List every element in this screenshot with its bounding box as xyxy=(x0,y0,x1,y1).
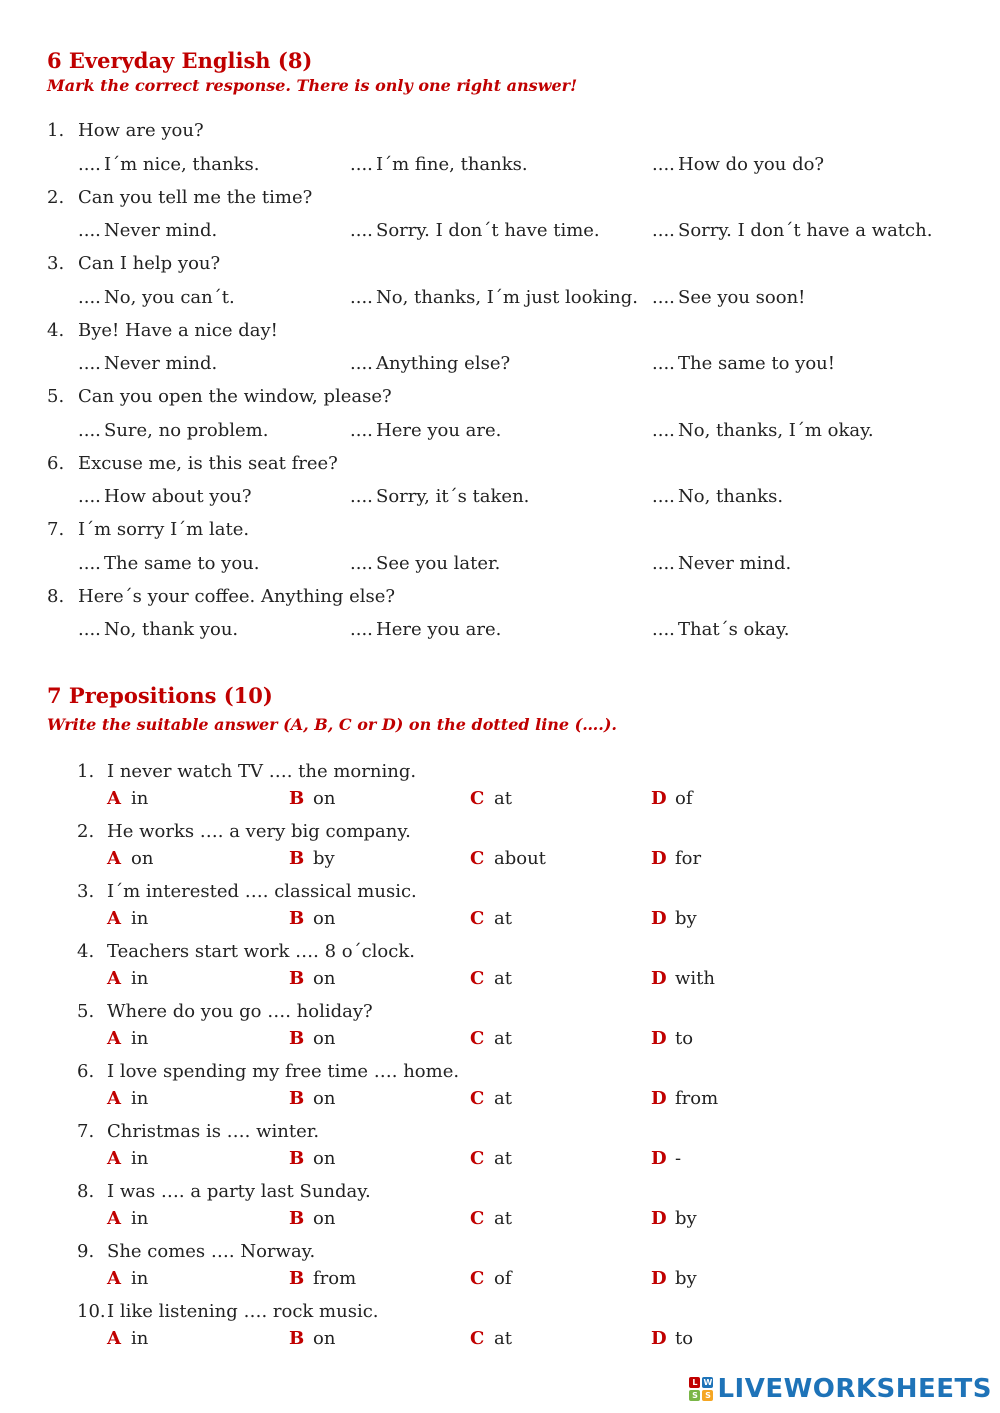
answer-dotted-line[interactable]: .... xyxy=(78,486,101,507)
question-text: Where do you go …. holiday? xyxy=(107,1001,373,1022)
logo-tile: S xyxy=(689,1390,700,1401)
option-letter: C xyxy=(470,1148,485,1169)
option-letter: B xyxy=(289,1148,305,1169)
option-word: on xyxy=(313,1328,336,1349)
response-option: That´s okay. xyxy=(678,619,790,640)
question-text: Excuse me, is this seat free? xyxy=(78,452,338,474)
question-text: She comes …. Norway. xyxy=(107,1241,316,1262)
options-row xyxy=(0,1086,1000,1114)
option-letter: A xyxy=(107,1268,121,1289)
response-option: Anything else? xyxy=(376,353,511,374)
question-number: 8. xyxy=(77,1181,95,1202)
option-word: at xyxy=(494,1028,512,1049)
option-letter: D xyxy=(651,908,667,929)
question-row xyxy=(0,185,1000,213)
option-word: of xyxy=(675,788,693,809)
option-word: from xyxy=(675,1088,719,1109)
section-7-title: 7 Prepositions (10) xyxy=(47,683,273,708)
option-letter: C xyxy=(470,1028,485,1049)
option-word: in xyxy=(131,1328,149,1349)
answer-dotted-line[interactable]: .... xyxy=(652,153,675,175)
answer-dotted-line[interactable]: .... xyxy=(350,486,373,507)
option-word: from xyxy=(313,1268,357,1289)
question-number: 8. xyxy=(47,585,65,607)
option-word: on xyxy=(313,908,336,929)
option-letter: C xyxy=(470,1268,485,1289)
option-word: at xyxy=(494,968,512,989)
option-word: in xyxy=(131,1028,149,1049)
question-number: 4. xyxy=(77,941,95,962)
option-word: at xyxy=(494,1328,512,1349)
option-letter: A xyxy=(107,908,121,929)
answer-dotted-line[interactable]: .... xyxy=(652,619,675,640)
question-row xyxy=(0,384,1000,412)
option-word: by xyxy=(675,908,697,929)
section-7-instruction: Write the suitable answer (A, B, C or D) on the dotted line (….). xyxy=(47,715,617,734)
option-letter: C xyxy=(470,908,485,929)
question-text: I love spending my free time …. home. xyxy=(107,1061,460,1082)
response-option: Sorry. I don´t have a watch. xyxy=(678,220,933,241)
question-number: 1. xyxy=(47,120,65,141)
logo-icon xyxy=(689,1377,713,1401)
question-text: I´m interested …. classical music. xyxy=(107,881,417,902)
option-word: at xyxy=(494,788,512,809)
answer-dotted-line[interactable]: .... xyxy=(78,220,101,241)
option-letter: C xyxy=(470,968,485,989)
option-word: on xyxy=(313,1148,336,1169)
options-row xyxy=(0,1326,1000,1354)
question-row xyxy=(0,939,1000,967)
question-text: Christmas is …. winter. xyxy=(107,1121,320,1142)
option-word: with xyxy=(675,968,715,989)
option-letter: D xyxy=(651,1268,667,1289)
answer-dotted-line[interactable]: .... xyxy=(78,552,101,574)
option-word: to xyxy=(675,1028,694,1049)
question-number: 6. xyxy=(47,452,65,474)
option-letter: A xyxy=(107,1028,121,1049)
answer-dotted-line[interactable]: .... xyxy=(78,419,101,441)
option-letter: D xyxy=(651,1028,667,1049)
option-letter: D xyxy=(651,1088,667,1109)
option-word: on xyxy=(313,1028,336,1049)
option-word: at xyxy=(494,908,512,929)
option-letter: A xyxy=(107,848,121,869)
response-option: I´m fine, thanks. xyxy=(376,153,528,175)
question-text: I never watch TV …. the morning. xyxy=(107,761,417,782)
options-row xyxy=(0,218,1000,246)
answer-dotted-line[interactable]: .... xyxy=(350,353,373,374)
option-letter: C xyxy=(470,848,485,869)
option-word: in xyxy=(131,788,149,809)
option-word: on xyxy=(313,788,336,809)
question-row xyxy=(0,517,1000,545)
answer-dotted-line[interactable]: .... xyxy=(350,153,373,175)
option-letter: C xyxy=(470,1328,485,1349)
logo-tile: S xyxy=(702,1390,713,1401)
response-option: How do you do? xyxy=(678,153,825,175)
logo-tile: W xyxy=(703,1378,713,1387)
response-option: The same to you! xyxy=(678,353,836,374)
option-letter: C xyxy=(470,1208,485,1229)
option-letter: D xyxy=(651,788,667,809)
option-word: in xyxy=(131,968,149,989)
question-row xyxy=(0,584,1000,612)
option-letter: A xyxy=(107,968,121,989)
option-letter: B xyxy=(289,1328,305,1349)
option-letter: B xyxy=(289,788,305,809)
question-number: 5. xyxy=(47,386,65,407)
question-number: 4. xyxy=(47,319,65,341)
response-option: Sorry. I don´t have time. xyxy=(376,220,600,241)
options-row xyxy=(0,906,1000,934)
response-option: Sure, no problem. xyxy=(104,419,269,441)
option-word: by xyxy=(675,1208,697,1229)
option-word: at xyxy=(494,1148,512,1169)
option-word: of xyxy=(494,1268,512,1289)
question-text: Can you tell me the time? xyxy=(78,186,313,208)
answer-dotted-line[interactable]: .... xyxy=(652,286,675,308)
question-number: 7. xyxy=(47,519,65,540)
option-word: on xyxy=(313,968,336,989)
question-row xyxy=(0,1239,1000,1267)
option-word: for xyxy=(675,848,702,869)
options-row xyxy=(0,418,1000,446)
answer-dotted-line[interactable]: .... xyxy=(350,220,373,241)
response-option: Never mind. xyxy=(678,552,792,574)
option-letter: D xyxy=(651,968,667,989)
answer-dotted-line[interactable]: .... xyxy=(78,153,101,175)
option-letter: C xyxy=(470,788,485,809)
option-word: in xyxy=(131,1148,149,1169)
section-6-instruction: Mark the correct response. There is only one right answer! xyxy=(47,76,578,95)
question-text: Bye! Have a nice day! xyxy=(78,319,278,341)
answer-dotted-line[interactable]: .... xyxy=(78,353,101,374)
option-word: in xyxy=(131,1088,149,1109)
option-word: about xyxy=(494,848,546,869)
question-text: How are you? xyxy=(78,120,204,141)
question-text: Here´s your coffee. Anything else? xyxy=(78,585,396,607)
answer-dotted-line[interactable]: .... xyxy=(78,286,101,308)
options-row xyxy=(0,1206,1000,1234)
response-option: Here you are. xyxy=(376,419,502,441)
question-text: Teachers start work …. 8 o´clock. xyxy=(107,941,415,962)
question-number: 9. xyxy=(77,1241,95,1262)
option-letter: C xyxy=(470,1088,485,1109)
options-row xyxy=(0,484,1000,512)
brand-name: LIVEWORKSHEETS xyxy=(717,1374,992,1404)
option-letter: B xyxy=(289,1088,305,1109)
options-row xyxy=(0,1266,1000,1294)
response-option: How about you? xyxy=(104,486,252,507)
response-option: No, thanks, I´m just looking. xyxy=(376,286,638,308)
question-text: He works …. a very big company. xyxy=(107,821,411,842)
response-option: I´m nice, thanks. xyxy=(104,153,260,175)
question-row xyxy=(0,879,1000,907)
response-option: Sorry, it´s taken. xyxy=(376,486,530,507)
option-word: by xyxy=(675,1268,697,1289)
question-row xyxy=(0,1179,1000,1207)
options-row xyxy=(0,351,1000,379)
question-row xyxy=(0,999,1000,1027)
question-number: 3. xyxy=(47,253,65,274)
option-word: - xyxy=(675,1148,682,1169)
question-text: I was …. a party last Sunday. xyxy=(107,1181,371,1202)
question-row xyxy=(0,1119,1000,1147)
question-row xyxy=(0,451,1000,479)
option-letter: B xyxy=(289,908,305,929)
answer-dotted-line[interactable]: .... xyxy=(652,419,675,441)
option-letter: A xyxy=(107,1148,121,1169)
option-letter: B xyxy=(289,848,305,869)
response-option: See you later. xyxy=(376,552,501,574)
response-option: No, thanks. xyxy=(678,486,784,507)
answer-dotted-line[interactable]: .... xyxy=(350,619,373,640)
response-option: See you soon! xyxy=(678,286,806,308)
question-number: 1. xyxy=(77,761,95,782)
logo-tile: L xyxy=(689,1377,700,1388)
question-number: 5. xyxy=(77,1001,95,1022)
option-letter: B xyxy=(289,1028,305,1049)
options-row xyxy=(0,786,1000,814)
answer-dotted-line[interactable]: .... xyxy=(652,220,675,241)
options-row xyxy=(0,1146,1000,1174)
options-row xyxy=(0,551,1000,579)
liveworksheets-logo xyxy=(689,1375,992,1403)
question-number: 10. xyxy=(77,1301,106,1322)
option-word: on xyxy=(313,1208,336,1229)
answer-dotted-line[interactable]: .... xyxy=(652,552,675,574)
question-number: 7. xyxy=(77,1121,95,1142)
question-text: Can you open the window, please? xyxy=(78,386,392,407)
response-option: The same to you. xyxy=(104,552,260,574)
option-word: on xyxy=(313,1088,336,1109)
section-6-title: 6 Everyday English (8) xyxy=(47,48,313,73)
response-option: No, thank you. xyxy=(104,619,239,640)
option-letter: D xyxy=(651,1148,667,1169)
option-letter: B xyxy=(289,1208,305,1229)
response-option: No, you can´t. xyxy=(104,286,235,308)
option-letter: D xyxy=(651,1208,667,1229)
question-row xyxy=(0,759,1000,787)
option-word: at xyxy=(494,1088,512,1109)
answer-dotted-line[interactable]: .... xyxy=(652,353,675,374)
option-letter: D xyxy=(651,1328,667,1349)
question-text: I like listening …. rock music. xyxy=(107,1301,379,1322)
question-text: Can I help you? xyxy=(78,253,221,274)
option-letter: A xyxy=(107,1088,121,1109)
question-row xyxy=(0,251,1000,279)
option-letter: A xyxy=(107,1208,121,1229)
option-letter: D xyxy=(651,848,667,869)
question-text: I´m sorry I´m late. xyxy=(78,519,250,540)
options-row xyxy=(0,846,1000,874)
options-row xyxy=(0,285,1000,313)
question-row xyxy=(0,819,1000,847)
answer-dotted-line[interactable]: .... xyxy=(652,486,675,507)
option-word: on xyxy=(131,848,154,869)
option-letter: A xyxy=(107,1328,121,1349)
answer-dotted-line[interactable]: .... xyxy=(350,286,373,308)
response-option: Never mind. xyxy=(104,220,218,241)
answer-dotted-line[interactable]: .... xyxy=(350,419,373,441)
response-option: Never mind. xyxy=(104,353,218,374)
question-row xyxy=(0,318,1000,346)
question-number: 2. xyxy=(47,186,65,208)
answer-dotted-line[interactable]: .... xyxy=(78,619,101,640)
option-word: in xyxy=(131,908,149,929)
question-number: 3. xyxy=(77,881,95,902)
option-word: at xyxy=(494,1208,512,1229)
options-row xyxy=(0,152,1000,180)
option-letter: B xyxy=(289,1268,305,1289)
option-letter: B xyxy=(289,968,305,989)
response-option: No, thanks, I´m okay. xyxy=(678,419,874,441)
option-letter: A xyxy=(107,788,121,809)
option-word: in xyxy=(131,1268,149,1289)
question-number: 6. xyxy=(77,1061,95,1082)
option-word: in xyxy=(131,1208,149,1229)
option-word: by xyxy=(313,848,335,869)
response-option: Here you are. xyxy=(376,619,502,640)
question-row xyxy=(0,1059,1000,1087)
answer-dotted-line[interactable]: .... xyxy=(350,552,373,574)
option-word: to xyxy=(675,1328,694,1349)
question-row xyxy=(0,1299,1000,1327)
options-row xyxy=(0,966,1000,994)
options-row xyxy=(0,1026,1000,1054)
options-row xyxy=(0,617,1000,645)
question-row xyxy=(0,118,1000,146)
question-number: 2. xyxy=(77,821,95,842)
